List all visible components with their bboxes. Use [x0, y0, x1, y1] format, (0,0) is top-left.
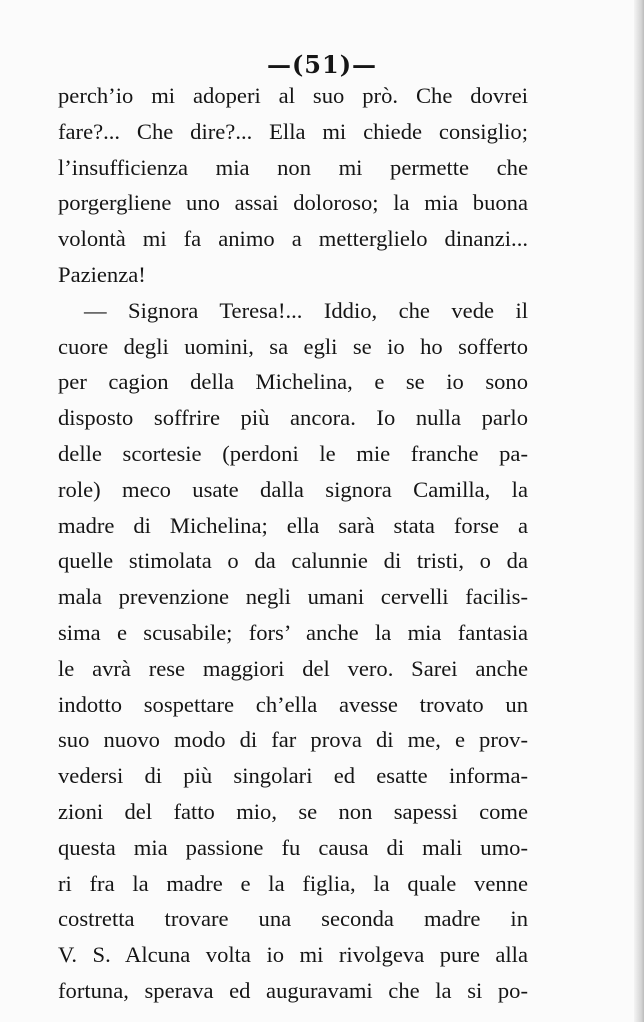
text-line: le avrà rese maggiori del vero. Sarei anche [58, 655, 528, 681]
text-line: quelle stimolata o da calunnie di tristi, o da [58, 548, 528, 574]
text-line: delle scortesie (perdoni le mie franche pa- [58, 440, 528, 466]
text-line: per cagion della Michelina, e se io sono [58, 369, 528, 395]
text-line: volontà mi fa animo a metterglielo dinanzi... [58, 226, 528, 252]
text-line: ri fra la madre e la figlia, la quale venne [58, 870, 528, 896]
text-line: indotto sospettare ch’ella avesse trovato un [58, 691, 528, 717]
text-line: costretta trovare una seconda madre in [58, 906, 528, 932]
paragraph-start-line: — Signora Teresa!... Iddio, che vede il [84, 297, 528, 323]
text-line: disposto soffrire più ancora. Io nulla parlo [58, 405, 528, 431]
text-line: madre di Michelina; ella sarà stata forse a [58, 512, 528, 538]
text-line: cuore degli uomini, sa egli se io ho sofferto [58, 333, 528, 359]
text-line: questa mia passione fu causa di mali umo- [58, 834, 528, 860]
text-line: role) meco usate dalla signora Camilla, la [58, 476, 528, 502]
text-line: sima e scusabile; fors’ anche la mia fantasia [58, 619, 528, 645]
page-edge-shadow [634, 0, 644, 1022]
text-line: mala prevenzione negli umani cervelli facilis- [58, 584, 528, 610]
text-line: vedersi di più singolari ed esatte informa- [58, 763, 528, 789]
page-number: —(51)— [266, 50, 378, 79]
text-line: zioni del fatto mio, se non sapessi come [58, 798, 528, 824]
text-line: fortuna, sperava ed auguravami che la si po- [58, 977, 528, 1003]
text-line: suo nuovo modo di far prova di me, e prov- [58, 727, 528, 753]
paragraph-end-line: Pazienza! [58, 261, 146, 287]
text-line: V. S. Alcuna volta io mi rivolgeva pure alla [58, 942, 528, 968]
text-line: porgergliene uno assai doloroso; la mia buona [58, 190, 528, 216]
text-line: perch’io mi adoperi al suo prò. Che dovrei [58, 83, 528, 108]
text-line: l’insufficienza mia non mi permette che [58, 154, 528, 180]
text-line: fare?... Che dire?... Ella mi chiede consiglio; [58, 118, 528, 144]
body-text [58, 78, 528, 1009]
